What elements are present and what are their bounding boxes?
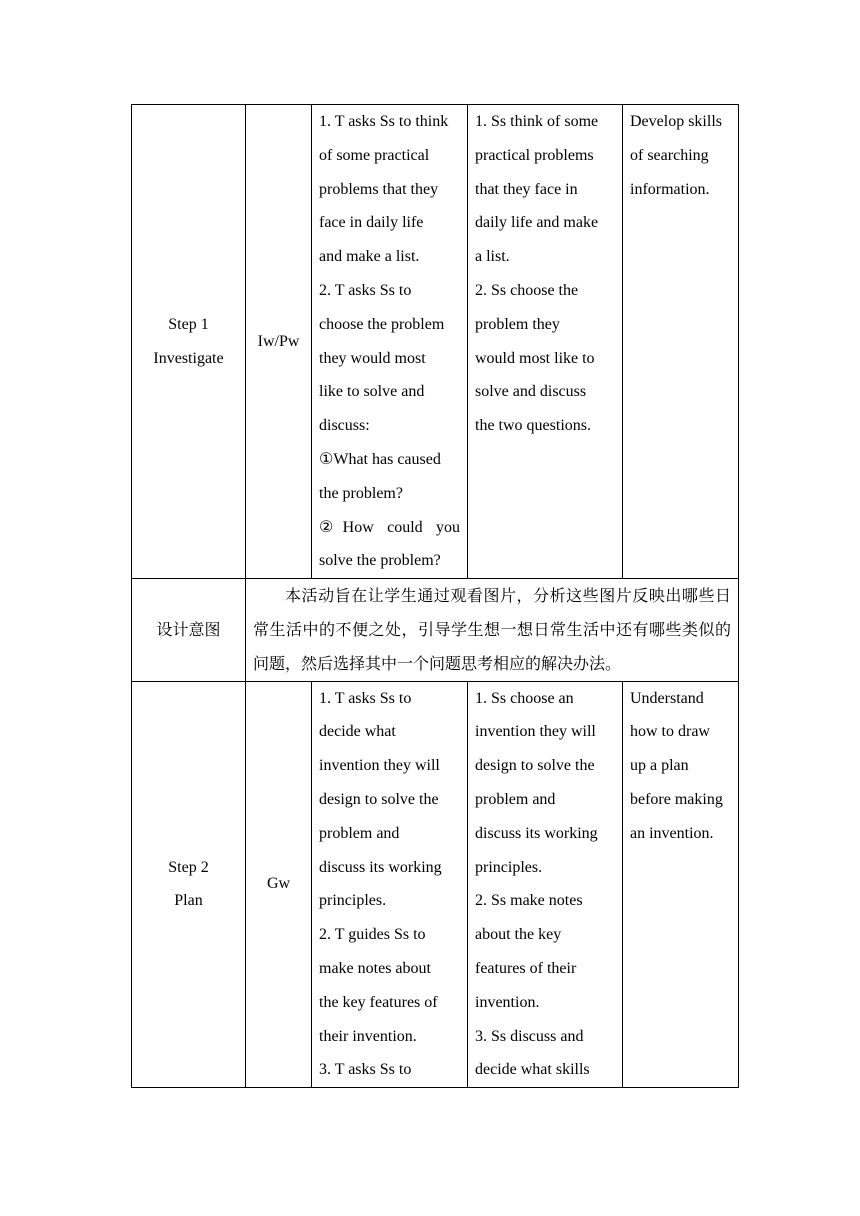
step2-student-line: discuss its working xyxy=(475,824,598,842)
step1-student-line: solve and discuss xyxy=(475,383,587,401)
step1-purpose-line: of searching xyxy=(630,146,709,164)
step1-student-line: 2. Ss choose the xyxy=(475,281,579,299)
step2-teacher-line: design to solve the xyxy=(319,790,439,808)
design-intent-label-cell xyxy=(132,579,246,681)
step2-purpose-line: an invention. xyxy=(630,824,714,842)
step1-student-cell xyxy=(468,105,623,579)
step2-teacher-line: decide what xyxy=(319,723,396,741)
step1-teacher-line: 1. T asks Ss to think xyxy=(319,113,449,130)
step2-teacher-line: discuss its working xyxy=(319,858,442,876)
step1-teacher-line: discuss: xyxy=(319,417,370,435)
design-intent-row xyxy=(132,579,739,681)
step1-student-line: 1. Ss think of some xyxy=(475,113,599,130)
step1-teacher-line: problems that they xyxy=(319,180,439,198)
step1-mode: Iw/Pw xyxy=(257,332,300,350)
step2-teacher-line: principles. xyxy=(319,892,387,910)
step1-teacher-line: solve the problem? xyxy=(319,552,441,570)
step1-mode-cell xyxy=(246,105,312,579)
step2-mode: Gw xyxy=(266,875,291,893)
step2-student-line: 3. Ss discuss and xyxy=(475,1027,584,1045)
step2-student-line: problem and xyxy=(475,790,556,808)
step1-teacher-line: choose the problem xyxy=(319,315,445,333)
step1-student-line: daily life and make xyxy=(475,214,599,232)
step1-student-line: practical problems xyxy=(475,146,594,164)
step2-teacher-line: invention they will xyxy=(319,757,440,775)
step2-label-cell xyxy=(132,681,246,1088)
design-intent-text: 本活动旨在让学生通过观看图片，分析这些图片反映出哪些日常生活中的不便之处，引导学生想一想日常生活中还有哪些类似的问题，然后选择其中一个问题思考相应的解决办法。 xyxy=(253,586,731,673)
step1-teacher-line: the problem? xyxy=(319,484,403,502)
step1-student-line: would most like to xyxy=(475,349,595,367)
step1-row xyxy=(132,105,739,579)
step1-purpose-cell xyxy=(623,105,739,579)
step2-label-line1: Step 2 xyxy=(168,858,209,876)
step2-label-line2: Plan xyxy=(174,892,203,910)
step2-teacher-line: 3. T asks Ss to xyxy=(319,1061,412,1079)
step2-student-line: principles. xyxy=(475,858,543,876)
step1-purpose-line: information. xyxy=(630,180,710,198)
step1-student-line: the two questions. xyxy=(475,417,591,435)
design-intent-text-cell xyxy=(246,579,739,681)
step1-purpose-line: Develop skills xyxy=(630,113,722,130)
step1-teacher-line: like to solve and xyxy=(319,383,425,401)
step2-student-line: invention. xyxy=(475,993,540,1011)
step1-teacher-line: ②How could you xyxy=(319,518,460,536)
step1-student-line: that they face in xyxy=(475,180,578,198)
step2-purpose-line: Understand xyxy=(630,689,704,707)
lesson-plan-table xyxy=(131,104,739,1088)
step2-student-line: decide what skills xyxy=(475,1061,590,1079)
step1-teacher-line: they would most xyxy=(319,349,426,367)
step2-purpose-line: how to draw xyxy=(630,723,710,741)
step2-student-line: 1. Ss choose an xyxy=(475,689,574,707)
step1-teacher-cell xyxy=(312,105,468,579)
step2-teacher-line: 2. T guides Ss to xyxy=(319,926,426,944)
step2-teacher-cell xyxy=(312,681,468,1088)
step2-student-line: invention they will xyxy=(475,723,596,741)
step2-mode-cell xyxy=(246,681,312,1088)
step2-student-line: design to solve the xyxy=(475,757,595,775)
step1-student-line: a list. xyxy=(475,248,510,266)
step2-student-line: features of their xyxy=(475,959,577,977)
step2-teacher-line: 1. T asks Ss to xyxy=(319,689,412,707)
step2-teacher-line: their invention. xyxy=(319,1027,417,1045)
step1-student-line: problem they xyxy=(475,315,560,333)
step2-teacher-line: problem and xyxy=(319,824,400,842)
step2-purpose-line: before making xyxy=(630,790,723,808)
step2-student-cell xyxy=(468,681,623,1088)
step1-teacher-line: of some practical xyxy=(319,146,430,164)
step1-teacher-line: and make a list. xyxy=(319,248,420,266)
step1-label-line1: Step 1 xyxy=(168,315,209,333)
step2-row xyxy=(132,681,739,1088)
design-intent-label: 设计意图 xyxy=(156,619,221,639)
step1-teacher-line: ①What has caused xyxy=(319,450,441,468)
step1-teacher-line: face in daily life xyxy=(319,214,424,232)
step1-label-cell xyxy=(132,105,246,579)
step2-purpose-line: up a plan xyxy=(630,757,689,775)
step2-teacher-line: the key features of xyxy=(319,993,438,1011)
step1-teacher-line: 2. T asks Ss to xyxy=(319,281,412,299)
step2-student-line: 2. Ss make notes xyxy=(475,892,583,910)
step2-purpose-cell xyxy=(623,681,739,1088)
step1-label-line2: Investigate xyxy=(153,349,224,367)
step2-teacher-line: make notes about xyxy=(319,959,431,977)
step2-student-line: about the key xyxy=(475,926,562,944)
